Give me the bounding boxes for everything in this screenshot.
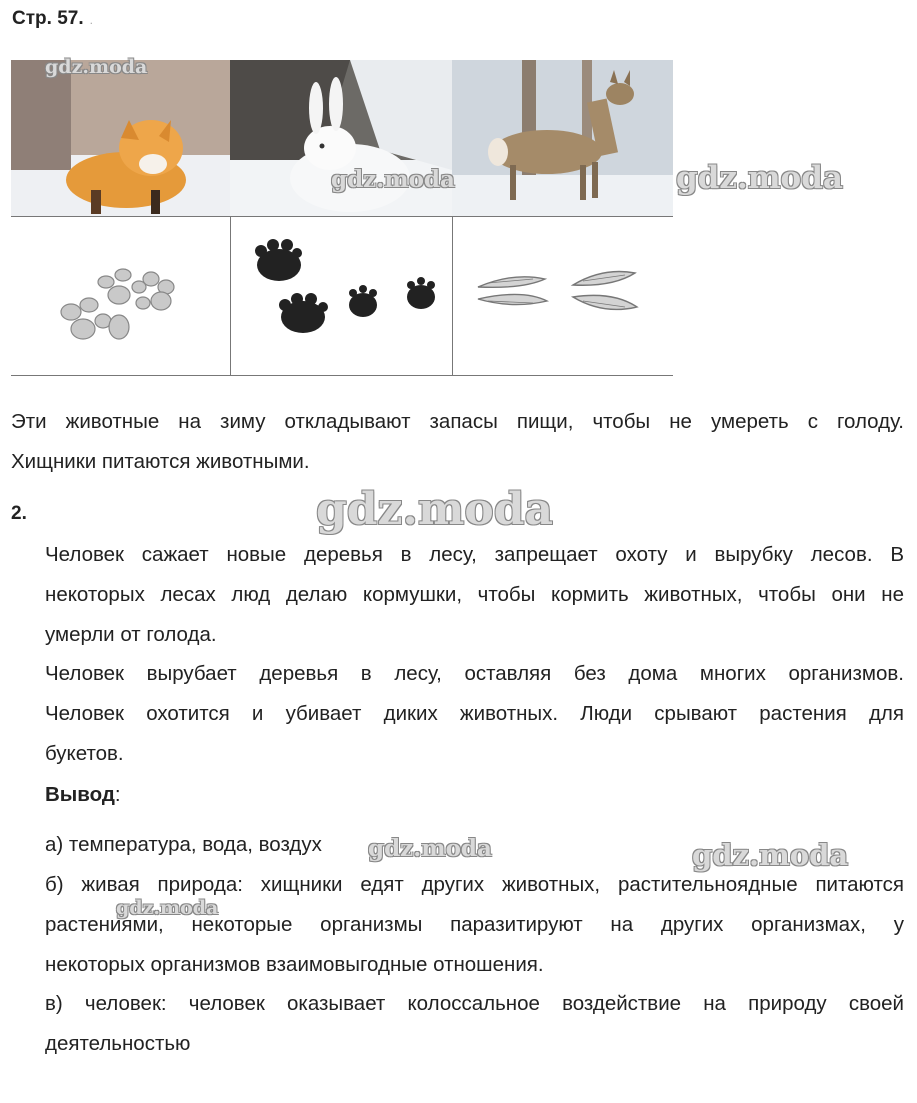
roe-deer-photo	[452, 60, 673, 216]
fox-photo	[11, 60, 230, 216]
watermark: gdz.moda	[692, 838, 849, 872]
text-line: букетов.	[45, 742, 124, 765]
text-line: Эти животные на зиму откладывают запасы пищи, чтобы не умереть с голоду.	[11, 410, 904, 433]
conclusion-item-b	[45, 865, 904, 985]
text-line: Человек сажает новые деревья в лесу, запрещает охоту и вырубку лесов. В	[45, 543, 904, 566]
text-line: некоторых организмов взаимовыгодные отношения.	[45, 953, 544, 976]
fox-tracks-icon	[11, 217, 230, 375]
paragraph-negative-impact	[45, 654, 904, 774]
conclusion-label: Вывод	[45, 783, 115, 806]
text-line: Хищники питаются животными.	[11, 450, 310, 473]
deer-tracks-icon	[452, 217, 674, 375]
text-line: растениями, некоторые организмы паразитируют на других организмах, у	[45, 913, 904, 936]
text-line: б) живая природа: хищники едят других животных, растительноядные питаются	[45, 873, 904, 896]
watermark: gdz.moda	[116, 897, 219, 919]
watermark: gdz.moda	[316, 484, 554, 535]
paragraph-animals-winter	[11, 402, 904, 482]
text-line: умерли от голода.	[45, 623, 217, 646]
conclusion-heading	[45, 783, 121, 807]
text-line: Человек вырубает деревья в лесу, оставляя без дома многих организмов.	[45, 662, 904, 685]
watermark: gdz.moda	[368, 835, 492, 862]
text-line: а) температура, вода, воздух	[45, 833, 322, 856]
animals-table	[11, 56, 673, 376]
watermark: gdz.moda	[331, 166, 455, 193]
text-line: некоторых лесах люд делаю кормушки, чтобы кормить животных, чтобы они не	[45, 583, 904, 606]
text-line: деятельностью	[45, 1032, 191, 1055]
watermark: gdz.moda	[676, 160, 843, 196]
hare-tracks-icon	[230, 217, 453, 375]
header-dot: .	[89, 13, 93, 27]
text-line: в) человек: человек оказывает колоссальное воздействие на природу своей	[45, 992, 904, 1015]
tracks-row	[11, 216, 673, 376]
conclusion-item-c	[45, 984, 904, 1064]
paragraph-positive-impact	[45, 535, 904, 655]
task-number: 2.	[11, 503, 27, 524]
page-title	[12, 8, 93, 30]
text-line: Человек охотится и убивает диких животных. Люди срывают растения для	[45, 702, 904, 725]
watermark: gdz.moda	[45, 56, 148, 78]
page-number-label: Стр. 57.	[12, 8, 84, 29]
conclusion-colon: :	[114, 783, 121, 806]
